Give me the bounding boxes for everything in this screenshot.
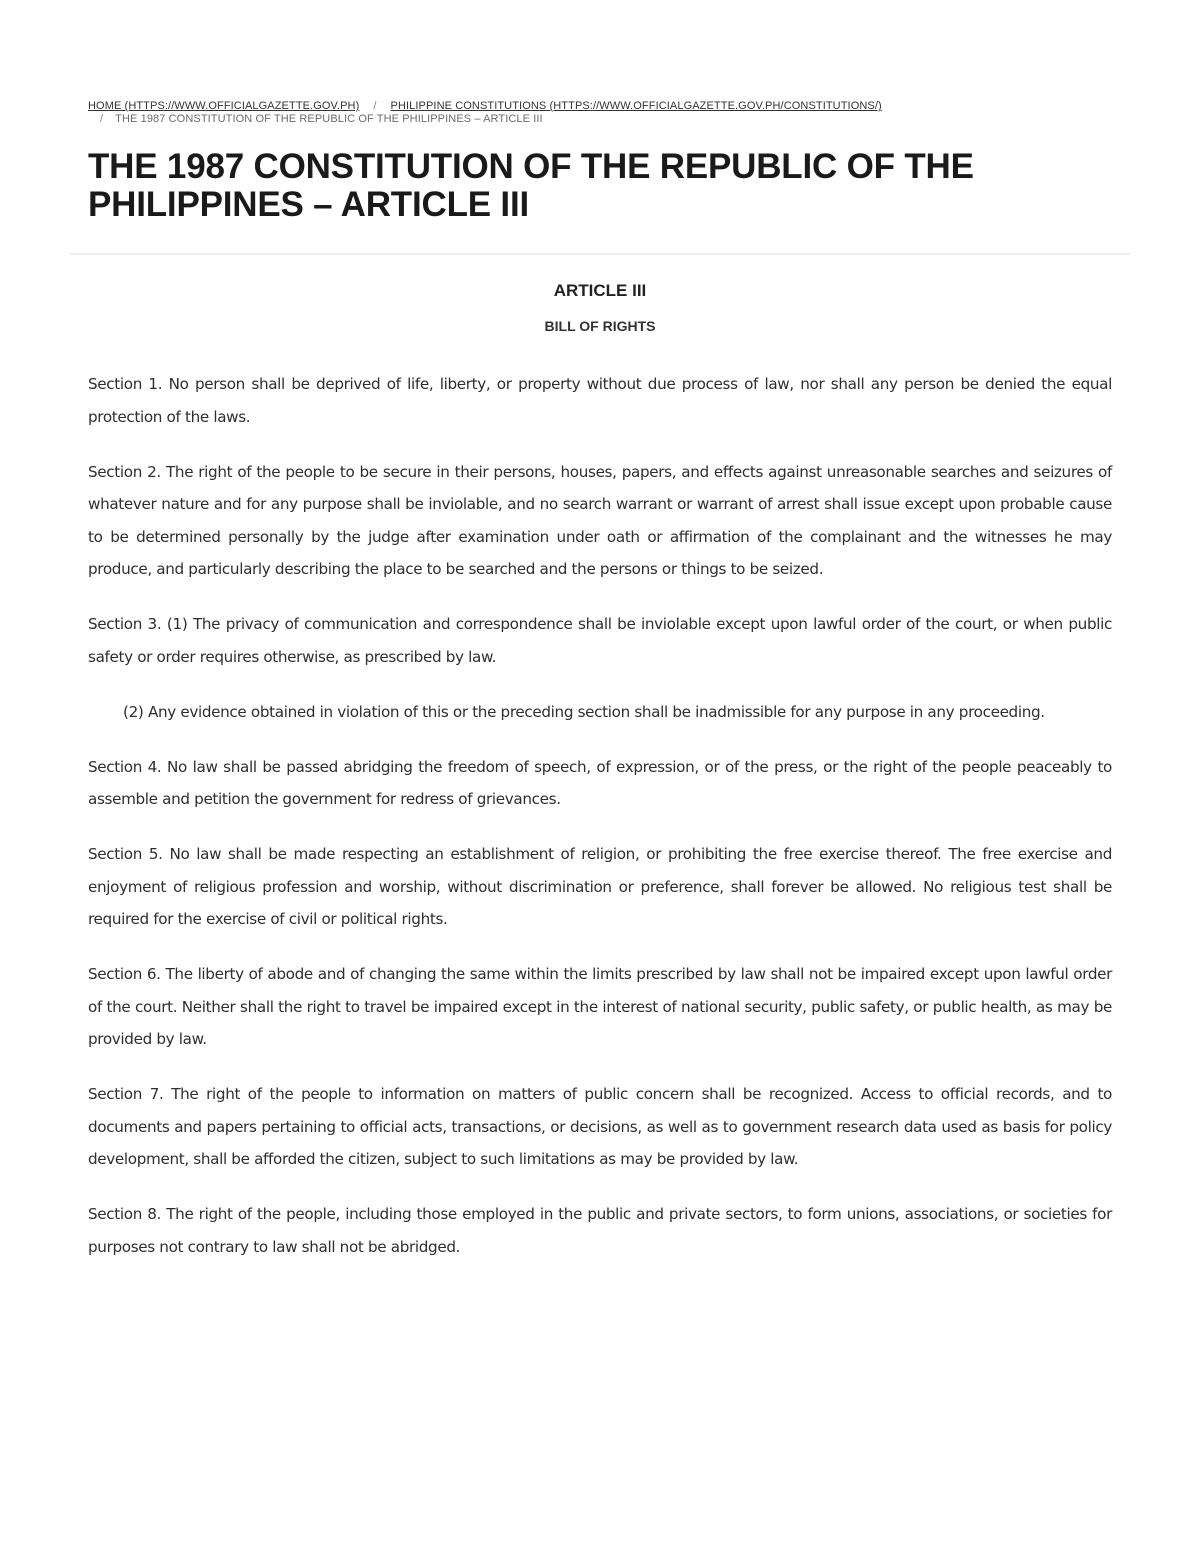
breadcrumb-row (88, 100, 1118, 113)
breadcrumb (88, 100, 1118, 126)
article-subheading: BILL OF RIGHTS (544, 318, 656, 334)
breadcrumb-separator: / (100, 113, 104, 125)
section-7: Section 7. The right of the people to information on matters of public concern shall be recognized. Access to official records, and to documents and papers pertaining to official acts, transactions, or decisions, as well as to government research data used as basis for policy development, shall be afforded the citizen, subject to such limitations as may be provided by law. (88, 1085, 1112, 1168)
section-3: Section 3. (1) The privacy of communication and correspondence shall be inviolable except upon lawful order of the court, or when public safety or order requires otherwise, as prescribed by law. (88, 615, 1112, 666)
breadcrumb-constitutions-link[interactable]: PHILIPPINE CONSTITUTIONS (HTTPS://WWW.OFFICIALGAZETTE.GOV.PH/CONSTITUTIONS/) (390, 100, 882, 112)
section-5: Section 5. No law shall be made respecting an establishment of religion, or prohibiting the free exercise thereof. The free exercise and enjoyment of religious profession and worship, without discrimination or preference, shall forever be allowed. No religious test shall be required for the exercise of civil or political rights. (88, 845, 1112, 928)
article-heading: ARTICLE III (553, 281, 647, 300)
breadcrumb-separator: / (373, 100, 377, 112)
section-6: Section 6. The liberty of abode and of changing the same within the limits prescribed by law shall not be impaired except upon lawful order of the court. Neither shall the right to travel be impaired except in the interest of national security, public safety, or public health, as may be provided by law. (88, 965, 1112, 1048)
title-divider (70, 253, 1130, 255)
section-2: Section 2. The right of the people to be secure in their persons, houses, papers, and effects against unreasonable searches and seizures of whatever nature and for any purpose shall be inviolable, and no search warrant or warrant of arrest shall issue except upon probable cause to be determined personally by the judge after examination under oath or affirmation of the complainant and the witnesses he may produce, and particularly describing the place to be searched and the persons or things to be seized. (88, 462, 1112, 578)
breadcrumb-row (88, 113, 1118, 126)
breadcrumb-home-link[interactable]: HOME (HTTPS://WWW.OFFICIALGAZETTE.GOV.PH) (88, 100, 360, 112)
section-3-paragraph-2: (2) Any evidence obtained in violation of this or the preceding section shall be inadmissible for any purpose in any proceeding. (123, 702, 1045, 721)
section-4: Section 4. No law shall be passed abridging the freedom of speech, of expression, or of the press, or the right of the people peaceably to assemble and petition the government for redress of grievances. (88, 757, 1112, 808)
section-8: Section 8. The right of the people, including those employed in the public and private sectors, to form unions, associations, or societies for purposes not contrary to law shall not be abridged. (88, 1205, 1112, 1256)
breadcrumb-current: THE 1987 CONSTITUTION OF THE REPUBLIC OF THE PHILIPPINES – ARTICLE III (115, 113, 543, 125)
article-body (88, 368, 1112, 1286)
section-1: Section 1. No person shall be deprived of life, liberty, or property without due process of law, nor shall any person be denied the equal protection of the laws. (88, 375, 1112, 426)
page-title: THE 1987 CONSTITUTION OF THE REPUBLIC OF THE PHILIPPINES – ARTICLE III (88, 147, 974, 224)
